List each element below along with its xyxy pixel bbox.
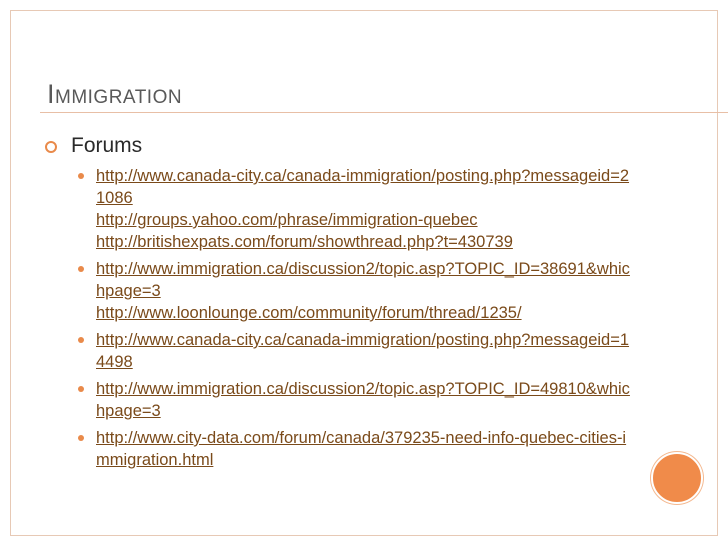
forum-link[interactable]: http://www.canada-city.ca/canada-immigration/posting.php?messageid=21086 (96, 167, 630, 207)
forum-link[interactable]: http://www.immigration.ca/discussion2/topic.asp?TOPIC_ID=38691&whichpage=3 (96, 260, 630, 300)
forum-link[interactable]: http://www.immigration.ca/discussion2/topic.asp?TOPIC_ID=49810&whichpage=3 (96, 380, 630, 420)
forum-link[interactable]: http://www.loonlounge.com/community/forum/thread/1235/ (96, 304, 522, 322)
title-divider (40, 112, 728, 113)
bullet-dot-icon (78, 173, 84, 179)
bullet-dot-icon (78, 435, 84, 441)
list-item (76, 165, 636, 253)
bullet-forums (45, 134, 142, 158)
list-item (76, 427, 636, 471)
list-item (76, 329, 636, 373)
list-item (76, 378, 636, 422)
bullet-dot-icon (78, 337, 84, 343)
ring-bullet-icon (45, 141, 57, 153)
forum-link[interactable]: http://www.city-data.com/forum/canada/379235-need-info-quebec-cities-immigration.html (96, 429, 627, 469)
forum-link[interactable]: http://britishexpats.com/forum/showthread.php?t=430739 (96, 233, 513, 251)
decorative-circle (651, 452, 703, 504)
bullet-dot-icon (78, 266, 84, 272)
forum-link[interactable]: http://groups.yahoo.com/phrase/immigration-quebec (96, 211, 478, 229)
forum-link[interactable]: http://www.canada-city.ca/canada-immigration/posting.php?messageid=14498 (96, 331, 630, 371)
list-item (76, 258, 636, 324)
bullet-dot-icon (78, 386, 84, 392)
bullet-forums-label: Forums (71, 134, 143, 157)
forum-link-list (76, 165, 636, 476)
slide-title: Immigration (47, 79, 183, 109)
